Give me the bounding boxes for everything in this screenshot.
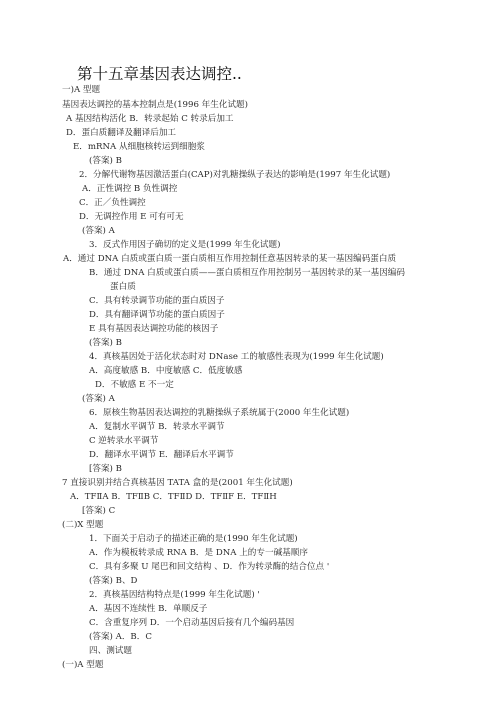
- text-line: [答案) B: [89, 464, 122, 474]
- text-line: A．通过 DNA 白质或蛋白质一蛋白质相互作用控制任意基因转录的某一基因编码蛋白质: [63, 254, 397, 264]
- text-line: 1．下面关于启动子的描述正确的是(1990 年生化试题): [89, 534, 298, 544]
- text-line: D．翻译水平调节 E．翻译后水平调节: [89, 450, 234, 460]
- text-line: 四、测试题: [89, 646, 132, 656]
- text-line: C 逆转录水平调节: [89, 436, 159, 446]
- text-line: A．高度敏感 B．中度敏感 C．低度敏感: [89, 366, 243, 376]
- text-line: D．不敏感 E 不一定: [95, 380, 174, 390]
- text-line: (答案) A: [82, 394, 115, 404]
- text-line: C．具有转录调节功能的蛋白质因子: [89, 296, 225, 306]
- text-line: E 具有基因表达调控功能的核因子: [89, 324, 219, 334]
- text-line: (答案) A．B．C: [89, 632, 152, 642]
- text-line: A．正性调控 B 负性调控: [82, 184, 178, 194]
- text-line: (答案) A: [82, 226, 115, 236]
- text-line: (二)X 型题: [62, 520, 104, 530]
- text-line: 一)A 型题: [62, 85, 101, 95]
- text-line: A．复制水平调节 B．转录水平调节: [89, 422, 225, 432]
- text-line: 3．反式作用因子确切的定义是(1999 年生化试题): [89, 240, 281, 250]
- text-line: [答案) C: [82, 506, 116, 516]
- text-line: 2．真核基因结构特点是(1999 年生化试题) ': [89, 590, 260, 600]
- text-line: A．TFⅡA B．TFⅡB C．TFⅡD D．TFⅡF E．TFⅡH: [70, 492, 277, 502]
- text-line: (答案) B、D: [89, 576, 138, 586]
- text-line: A．作为模板转录成 RNA B．是 DNA 上的专一碱基顺序: [89, 548, 308, 558]
- text-line: (一)A 型题: [62, 660, 104, 670]
- text-line: 6．原核生物基因表达调控的乳糖操纵子系统属于(2000 年生化试题): [89, 408, 350, 418]
- text-line: 2．分解代谢物基因激活蛋白(CAP)对乳糖操纵子表达的影响是(1997 年生化试题): [79, 170, 391, 180]
- text-line: E．mRNA 从细胞核转运到细胞浆: [73, 142, 205, 152]
- text-line: D．具有翻译调节功能的蛋白质因子: [89, 310, 225, 320]
- text-line: 基因表达调控的基本控制点是(1996 年生化试题): [62, 100, 248, 110]
- text-line: (答案) B: [89, 338, 122, 348]
- text-line: D．无调控作用 E 可有可无: [79, 212, 184, 222]
- text-line: 蛋白质: [110, 282, 136, 292]
- text-line: (答案) B: [89, 156, 122, 166]
- text-line: A．基因不连续性 B．单顺反子: [89, 604, 208, 614]
- text-line: 4．真核基因处于活化状态时对 DNase 工的敏感性表现为(1999 年生化试题): [89, 352, 384, 362]
- chapter-title: 第十五章基因表达调控..: [77, 65, 242, 83]
- text-line: A 基因结构活化 B．转录起始 C 转录后加工: [66, 114, 234, 124]
- text-line: C．具有多聚 U 尾巴和回文结构 、D．作为转录酶的结合位点 ': [89, 562, 330, 572]
- text-line: D．蛋白质翻译及翻译后加工: [66, 128, 177, 138]
- text-line: C．正／负性调控: [79, 198, 146, 208]
- text-line: C．含重复序列 D．一个启动基因后接有几个编码基因: [89, 618, 295, 628]
- text-line: B．通过 DNA 白质或蛋白质——蛋白质相互作用控制另一基因转录的某一基因编码: [89, 268, 405, 278]
- text-line: 7 直接识别并结合真核基因 TATA 盒的是(2001 年生化试题): [62, 478, 293, 488]
